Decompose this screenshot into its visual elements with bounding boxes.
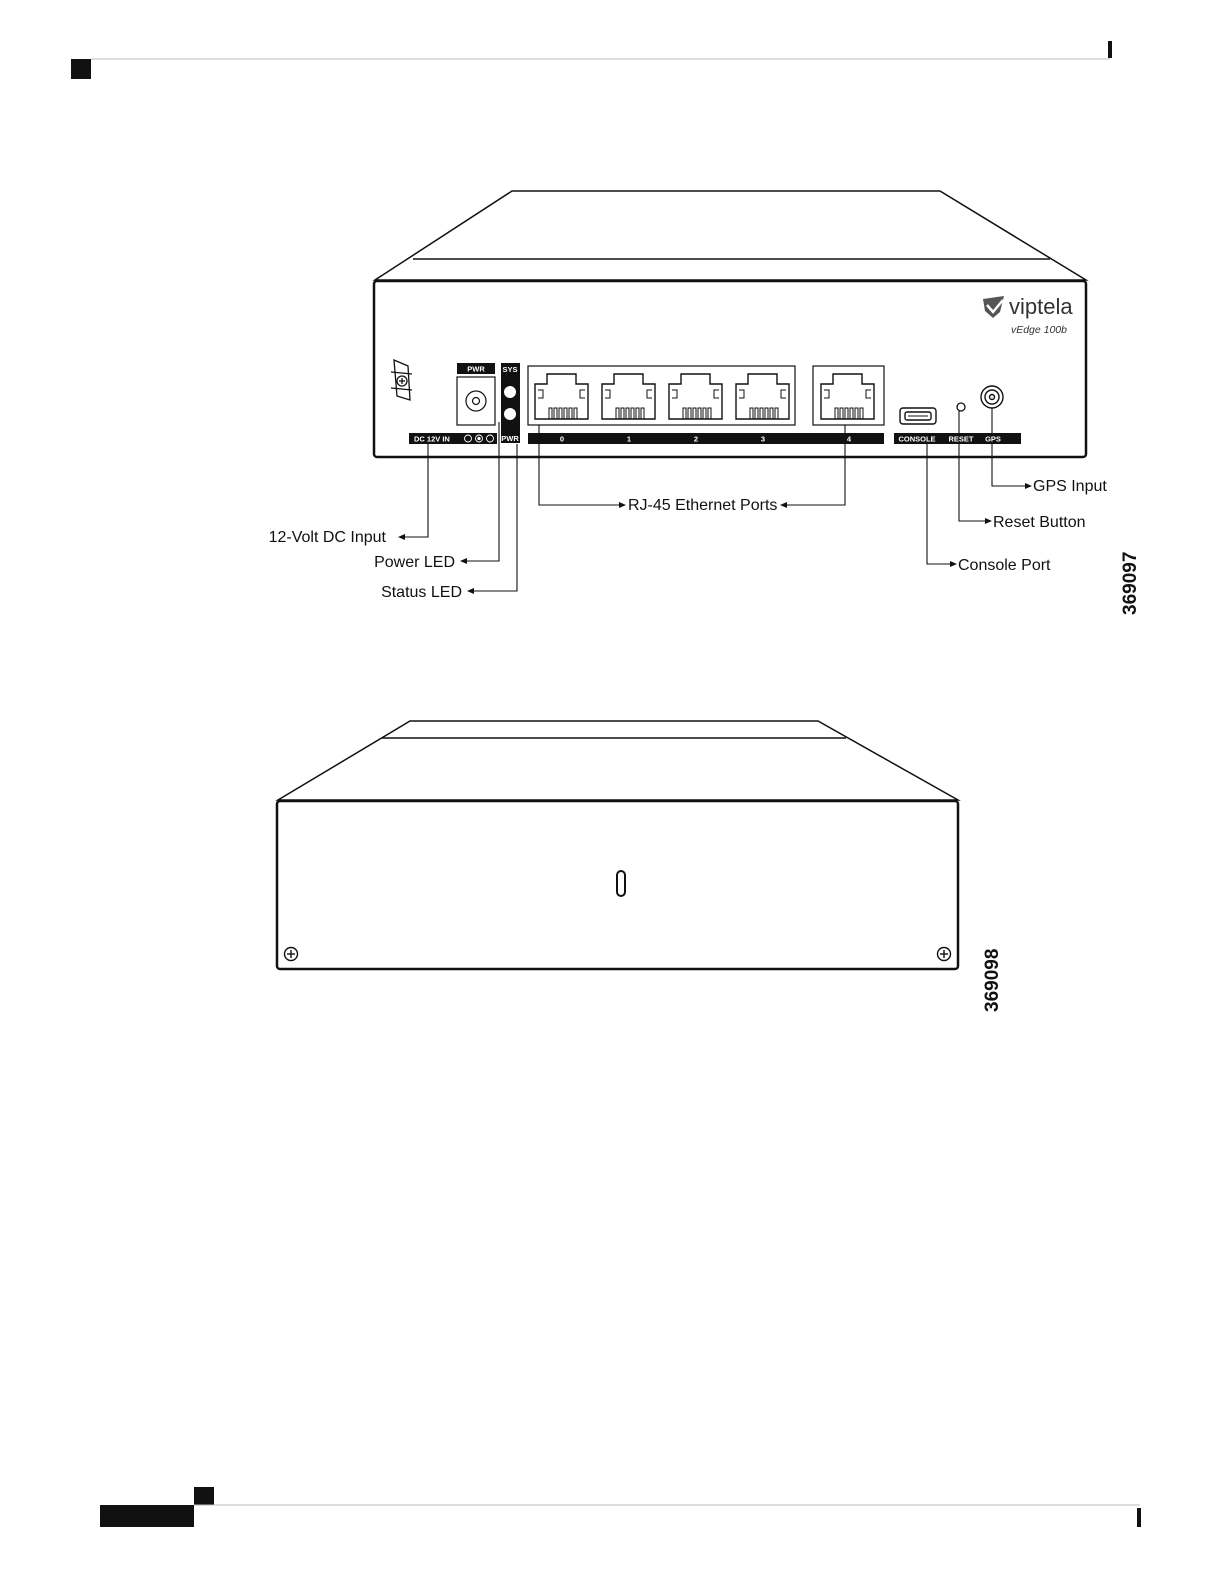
- label-pwr-top: PWR: [467, 364, 485, 374]
- device-top-lid: [375, 191, 1086, 280]
- label-port-3: 3: [760, 434, 766, 444]
- callout-dc-input: 12-Volt DC Input: [268, 529, 386, 546]
- rear-top-lid: [278, 721, 958, 800]
- rear-screw-left-icon: [285, 948, 298, 961]
- dc-power-jack: [457, 377, 495, 425]
- figure-front-panel: [374, 191, 1086, 594]
- label-port-1: 1: [626, 434, 632, 444]
- leader-status-led: [473, 444, 517, 591]
- rj45-contacts-3: [750, 408, 778, 419]
- label-gps: GPS: [985, 434, 1001, 444]
- rj45-port-set: [535, 374, 874, 419]
- callout-gps-input: GPS Input: [1033, 478, 1107, 495]
- label-console: CONSOLE: [898, 434, 936, 444]
- dc-jack-pin: [473, 398, 480, 405]
- rear-slot-icon: [617, 871, 625, 896]
- callout-rj45: RJ-45 Ethernet Ports: [628, 497, 778, 514]
- page-footer: [100, 1487, 1141, 1527]
- rj45-latch-3: [739, 390, 786, 398]
- dc-jack-ring: [466, 391, 486, 411]
- rear-screw-right-icon: [938, 948, 951, 961]
- label-sys: SYS: [502, 365, 518, 374]
- gps-connector-icon: [981, 386, 1003, 408]
- label-pwr-led: PWR: [501, 434, 519, 443]
- header-tick: [1108, 41, 1112, 58]
- figure-2-id: 369098: [982, 948, 1003, 1012]
- led-strip: [501, 363, 520, 443]
- power-led-icon: [503, 407, 517, 421]
- port-number-bar: [528, 433, 884, 444]
- model-name: vEdge 100b: [1010, 324, 1067, 336]
- footer-marker: [194, 1487, 214, 1505]
- footer-tick: [1137, 1508, 1141, 1527]
- header-marker: [71, 59, 91, 79]
- rj45-contacts-1: [616, 408, 644, 419]
- label-dc-in: DC 12V IN: [414, 434, 450, 444]
- rj45-latch-1: [605, 390, 652, 398]
- viptela-logo-icon: [983, 296, 1004, 318]
- label-port-2: 2: [693, 434, 699, 444]
- leader-reset: [959, 411, 986, 521]
- rj45-latch-4: [824, 390, 871, 398]
- label-port-0: 0: [559, 434, 565, 444]
- rj45-contacts-2: [683, 408, 711, 419]
- figure-rear-panel: [277, 721, 958, 969]
- callout-power-led: Power LED: [374, 554, 455, 571]
- rj45-contacts-0: [549, 408, 577, 419]
- callout-status-led: Status LED: [381, 584, 462, 601]
- figure-1-id: 369097: [1120, 551, 1141, 615]
- rj45-latch-0: [538, 390, 585, 398]
- status-led-icon: [503, 385, 517, 399]
- page-header: [71, 41, 1112, 79]
- leader-gps: [992, 408, 1026, 486]
- callout-reset-button: Reset Button: [993, 514, 1086, 531]
- label-reset: RESET: [948, 434, 974, 444]
- rj45-contacts-4: [835, 408, 863, 419]
- console-port-icon: [900, 408, 936, 424]
- ground-lug-icon: [391, 360, 412, 400]
- leader-console: [927, 444, 951, 564]
- rj45-latch-2: [672, 390, 719, 398]
- label-port-4: 4: [846, 434, 852, 444]
- footer-tab: [100, 1505, 194, 1527]
- callout-console-port: Console Port: [958, 557, 1051, 574]
- reset-button-icon: [957, 403, 965, 411]
- brand-name: viptela: [1009, 294, 1073, 319]
